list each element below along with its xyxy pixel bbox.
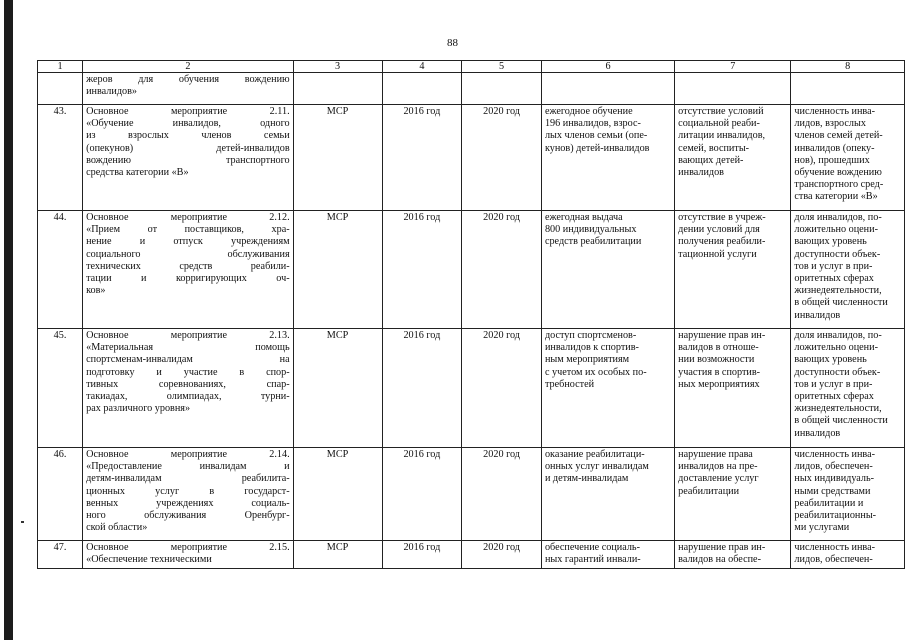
row-number: 47. [38, 541, 83, 569]
text-line: членов семей детей- [794, 130, 883, 142]
text-line: реабилитации [678, 485, 740, 497]
text-line: обучение вождению [794, 167, 882, 179]
text-line: Основное мероприятие 2.14. [86, 449, 290, 460]
text-line: нарушение права [678, 449, 753, 460]
text-line: доля инвалидов, по- [794, 212, 882, 223]
text-line: нов), прошедших [794, 154, 870, 166]
table-row [38, 329, 905, 448]
text-line: валидов на обеспе- [678, 554, 761, 566]
text-line: вающих уровень [794, 354, 867, 366]
text-line: жизнедеятельности, [794, 403, 882, 415]
text-line: в общей численности [794, 297, 888, 309]
text-line: средств реабилитации [544, 236, 642, 248]
column-number: 7 [675, 61, 791, 73]
text-line: тации и корригирующих оч- [86, 273, 290, 285]
text-line: ным мероприятиям [544, 354, 630, 366]
end-year: 2020 год [462, 448, 542, 541]
text-line: инвалидов на пре- [678, 461, 758, 473]
consequences [675, 329, 791, 448]
text-line: «Обучение инвалидов, одного [86, 118, 290, 130]
measure-description [83, 329, 294, 448]
text-line: лидов, взрослых [794, 118, 866, 130]
text-line: доступ спортсменов- [544, 330, 637, 341]
text-line: инвалидов к спортив- [544, 342, 639, 354]
text-line: ства категории «В» [794, 191, 878, 203]
end-year: 2020 год [462, 211, 542, 329]
text-line: ционных услуг в государст- [86, 485, 290, 497]
text-line: лых членов семьи (опе- [544, 130, 648, 142]
table-row [38, 105, 905, 211]
program-measures-table [37, 60, 905, 569]
text-line: детям-инвалидам реабилита- [86, 473, 290, 485]
text-line: инвалидов [794, 309, 841, 321]
column-number: 8 [791, 61, 905, 73]
start-year: 2016 год [382, 448, 462, 541]
text-line: такиадах, олимпиадах, турни- [86, 391, 290, 403]
text-line: с учетом их особых по- [544, 366, 647, 378]
text-line: ных гарантий инвали- [544, 554, 641, 566]
indicator [791, 448, 905, 541]
text-line: участия в спортив- [678, 366, 761, 378]
text-line: оказание реабилитаци- [544, 449, 645, 460]
text-line: численность инва- [794, 449, 876, 460]
text-line: нарушение прав ин- [678, 542, 766, 553]
text-line: 800 индивидуальных [544, 224, 637, 236]
text-line: лидов, обеспечен- [794, 461, 873, 473]
consequences [675, 448, 791, 541]
text-line: реабилитационны- [794, 510, 877, 522]
text-line: Основное мероприятие 2.15. [86, 542, 290, 553]
text-line: литации инвалидов, [678, 130, 766, 142]
text-line: доступности объек- [794, 366, 881, 378]
text-line: в общей численности [794, 415, 888, 427]
expected-result [541, 211, 674, 329]
text-line: венных учреждениях социаль- [86, 497, 290, 509]
text-line: ных мероприятиях [678, 378, 760, 390]
end-year: 2020 год [462, 541, 542, 569]
text-line: транспортного сред- [794, 179, 884, 191]
row-number: 43. [38, 105, 83, 211]
text-line: вождению транспортного [86, 154, 290, 166]
text-line: численность инва- [794, 106, 876, 117]
text-line: Основное мероприятие 2.11. [86, 106, 290, 117]
text-line: Основное мероприятие 2.12. [86, 212, 290, 223]
scan-edge-bar [4, 0, 13, 640]
text-line: тивных соревнованиях, спар- [86, 378, 290, 390]
text-line: тационной услуги [678, 248, 757, 260]
start-year: 2016 год [382, 541, 462, 569]
text-line: кунов) детей-инвалидов [544, 142, 650, 154]
consequences [675, 541, 791, 569]
text-line: требностей [544, 378, 595, 390]
text-line: реабилитации и [794, 497, 864, 509]
table-row [38, 448, 905, 541]
text-line: подготовку и участие в спор- [86, 366, 290, 378]
measure-description [83, 541, 294, 569]
indicator [791, 211, 905, 329]
measure-description [83, 73, 294, 105]
text-line: вающих детей- [678, 154, 744, 166]
text-line: «Материальная помощь [86, 342, 290, 354]
table-row [38, 541, 905, 569]
text-line: инвалидов [794, 427, 841, 439]
text-line: спортсменам-инвалидам на [86, 354, 290, 366]
text-line: нии возможности [678, 354, 755, 366]
start-year: 2016 год [382, 329, 462, 448]
text-line: «Прием от поставщиков, хра- [86, 224, 290, 236]
text-line: 196 инвалидов, взрос- [544, 118, 641, 130]
text-line: ного обслуживания Оренбург- [86, 510, 290, 522]
text-line: семей, воспиты- [678, 142, 750, 154]
start-year: 2016 год [382, 211, 462, 329]
text-line: ными средствами [794, 485, 871, 497]
executor: МСР [293, 541, 382, 569]
text-line: получения реабили- [678, 236, 766, 248]
row-number: 46. [38, 448, 83, 541]
executor: МСР [293, 329, 382, 448]
expected-result [541, 105, 674, 211]
text-line: нарушение прав ин- [678, 330, 766, 341]
expected-result [541, 329, 674, 448]
text-line: социального обслуживания [86, 248, 290, 260]
text-line: доступности объек- [794, 248, 881, 260]
text-line: «Обеспечение техническими [86, 554, 212, 566]
text-line: тов и услуг в при- [794, 260, 873, 272]
column-number-row [38, 61, 905, 73]
text-line: онных услуг инвалидам [544, 461, 649, 473]
text-line: ков» [86, 285, 106, 297]
text-line: социальной реаби- [678, 118, 760, 130]
text-line: инвалидов (опеку- [794, 142, 875, 154]
indicator [791, 105, 905, 211]
text-line: инвалидов» [86, 86, 138, 98]
row-number: 45. [38, 329, 83, 448]
text-line: нение и отпуск учреждениям [86, 236, 290, 248]
text-line: обеспечение социаль- [544, 542, 640, 553]
text-line: ных индивидуаль- [794, 473, 875, 485]
executor: МСР [293, 448, 382, 541]
text-line: тов и услуг в при- [794, 378, 873, 390]
text-line: ми услугами [794, 522, 850, 534]
executor: МСР [293, 105, 382, 211]
text-line: оритетных сферах [794, 273, 874, 285]
margin-mark [21, 521, 24, 523]
end-year: 2020 год [462, 329, 542, 448]
text-line: отсутствие условий [678, 106, 764, 117]
text-line: и детям-инвалидам [544, 473, 629, 485]
text-line: дении условий для [678, 224, 760, 236]
consequences [675, 105, 791, 211]
column-number: 3 [293, 61, 382, 73]
text-line: технических средств реабили- [86, 260, 290, 272]
text-line: инвалидов [678, 167, 724, 179]
indicator [791, 329, 905, 448]
text-line: валидов в отноше- [678, 342, 759, 354]
measure-description [83, 211, 294, 329]
measure-description [83, 448, 294, 541]
continuation-row [38, 73, 905, 105]
text-line: из взрослых членов семьи [86, 130, 290, 142]
text-line: (опекунов) детей-инвалидов [86, 142, 290, 154]
text-line: ской области» [86, 522, 148, 534]
text-line: численность инва- [794, 542, 876, 553]
text-line: вающих уровень [794, 236, 867, 248]
text-line: жеров для обучения вождению [86, 74, 290, 85]
indicator [791, 541, 905, 569]
text-line: ложительно оцени- [794, 342, 878, 354]
executor: МСР [293, 211, 382, 329]
column-number: 2 [83, 61, 294, 73]
table-body [38, 61, 905, 569]
text-line: доставление услуг [678, 473, 759, 485]
table-row [38, 211, 905, 329]
text-line: ложительно оцени- [794, 224, 878, 236]
text-line: оритетных сферах [794, 391, 874, 403]
column-number: 4 [382, 61, 462, 73]
text-line: «Предоставление инвалидам и [86, 461, 290, 473]
text-line: ежегодное обучение [544, 106, 633, 117]
text-line: Основное мероприятие 2.13. [86, 330, 290, 341]
text-line: лидов, обеспечен- [794, 554, 873, 566]
expected-result [541, 541, 674, 569]
expected-result [541, 448, 674, 541]
text-line: отсутствие в учреж- [678, 212, 766, 223]
page-number: 88 [447, 37, 458, 49]
measure-description [83, 105, 294, 211]
column-number: 1 [38, 61, 83, 73]
text-line: доля инвалидов, по- [794, 330, 882, 341]
text-line: жизнедеятельности, [794, 285, 882, 297]
start-year: 2016 год [382, 105, 462, 211]
text-line: рах различного уровня» [86, 403, 191, 415]
end-year: 2020 год [462, 105, 542, 211]
text-line: ежегодная выдача [544, 212, 623, 223]
text-line: средства категории «В» [86, 167, 189, 179]
column-number: 5 [462, 61, 542, 73]
column-number: 6 [541, 61, 674, 73]
consequences [675, 211, 791, 329]
row-number: 44. [38, 211, 83, 329]
